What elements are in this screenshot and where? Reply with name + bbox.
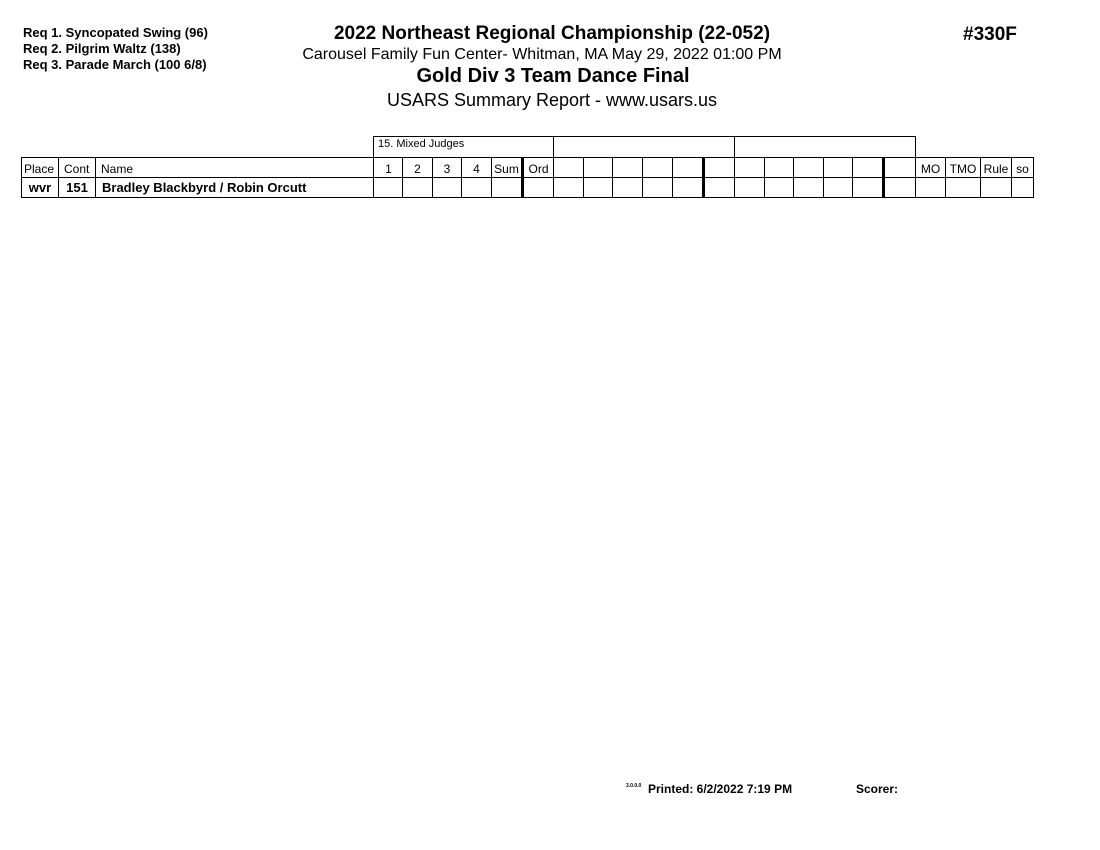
requirement-2: Req 2. Pilgrim Waltz (138) bbox=[23, 41, 181, 56]
grid-line bbox=[823, 157, 824, 198]
grid-line bbox=[95, 157, 96, 198]
col-header-rule: Rule bbox=[983, 162, 1009, 176]
grid-line bbox=[612, 157, 613, 198]
row-contestant-number: 151 bbox=[66, 180, 88, 195]
grid-line bbox=[793, 157, 794, 198]
col-header-judge-1: 1 bbox=[385, 162, 392, 176]
grid-line bbox=[1033, 157, 1034, 198]
thick-divider bbox=[702, 157, 705, 198]
col-header-judge-2: 2 bbox=[414, 162, 421, 176]
col-header-ord: Ord bbox=[528, 162, 549, 176]
printed-timestamp: Printed: 6/2/2022 7:19 PM bbox=[648, 782, 793, 796]
grid-line bbox=[583, 157, 584, 198]
event-number: #330F bbox=[963, 24, 1017, 45]
report-title: USARS Summary Report - www.usars.us bbox=[386, 90, 718, 110]
row-place: wvr bbox=[28, 180, 52, 195]
requirement-1: Req 1. Syncopated Swing (96) bbox=[23, 25, 208, 40]
location-date: Carousel Family Fun Center- Whitman, MA May 29, 2022 01:00 PM bbox=[302, 46, 782, 63]
col-header-judge-3: 3 bbox=[443, 162, 451, 176]
col-header-mo: MO bbox=[920, 162, 941, 176]
grid-line bbox=[852, 157, 853, 198]
event-title: Gold Div 3 Team Dance Final bbox=[416, 65, 690, 87]
grid-line bbox=[672, 157, 673, 198]
championship-title: 2022 Northeast Regional Championship (22-052) bbox=[333, 23, 771, 44]
judge-panel-label: 15. Mixed Judges bbox=[378, 138, 465, 150]
col-header-sum: Sum bbox=[494, 162, 519, 176]
grid-line bbox=[553, 136, 554, 198]
grid-line bbox=[764, 157, 765, 198]
software-version: 3.0.0.0 bbox=[626, 783, 642, 789]
col-header-place: Place bbox=[24, 162, 55, 176]
row-contestant-name: Bradley Blackbyrd / Robin Orcutt bbox=[102, 180, 307, 195]
col-header-cont: Cont bbox=[64, 162, 90, 176]
requirement-3: Req 3. Parade March (100 6/8) bbox=[23, 57, 207, 72]
scorer-label: Scorer: bbox=[856, 782, 899, 796]
grid-line bbox=[642, 157, 643, 198]
col-header-judge-4: 4 bbox=[473, 162, 480, 176]
col-header-tmo: TMO bbox=[949, 162, 977, 176]
col-header-name: Name bbox=[101, 162, 134, 176]
grid-line bbox=[734, 136, 735, 198]
thick-divider bbox=[882, 157, 885, 198]
col-header-so: so bbox=[1016, 162, 1029, 176]
